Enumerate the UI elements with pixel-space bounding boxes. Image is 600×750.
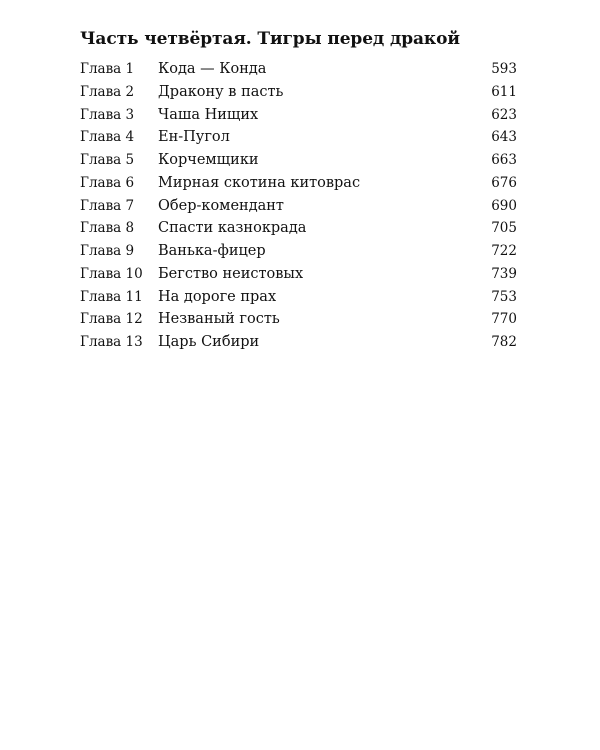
part-title: Часть четвёртая. Тигры перед дракой [80, 29, 460, 49]
chapter-title: Бегство неистовых [158, 265, 304, 282]
chapter-page-number: 676 [491, 174, 517, 191]
toc-row-11 [80, 286, 520, 309]
chapter-page-number: 722 [491, 243, 517, 259]
chapter-label: Глава 2 [80, 83, 135, 100]
chapter-label: Глава 3 [80, 106, 135, 123]
chapter-label: Глава 1 [80, 61, 135, 77]
toc-row-9 [80, 240, 520, 263]
toc-row-1 [80, 58, 520, 81]
toc-row-3 [80, 104, 520, 127]
chapter-page-number: 739 [491, 265, 517, 282]
toc-row-4 [80, 126, 520, 149]
chapter-label: Глава 7 [80, 197, 135, 214]
chapter-label: Глава 8 [80, 220, 135, 237]
chapter-label: Глава 5 [80, 152, 135, 168]
toc-row-10 [80, 263, 520, 286]
chapter-page-number: 611 [491, 83, 517, 100]
toc-row-8 [80, 217, 520, 240]
toc-row-6 [80, 172, 520, 195]
chapter-page-number: 690 [491, 197, 517, 214]
chapter-label: Глава 10 [80, 265, 143, 282]
chapter-label: Глава 4 [80, 129, 135, 146]
chapter-title: Спасти казнокрада [158, 220, 307, 237]
chapter-title: Обер-комендант [158, 197, 284, 214]
chapter-title: Чаша Нищих [158, 106, 259, 123]
toc-row-12 [80, 308, 520, 331]
chapter-title: Корчемщики [158, 152, 259, 168]
chapter-label: Глава 11 [80, 288, 143, 305]
chapter-page-number: 705 [491, 220, 517, 237]
chapter-page-number: 782 [491, 334, 517, 350]
chapter-title: Мирная скотина китоврас [158, 174, 361, 191]
chapter-page-number: 623 [491, 106, 517, 123]
chapter-page-number: 643 [491, 129, 517, 146]
chapter-label: Глава 6 [80, 174, 135, 191]
chapter-label: Глава 13 [80, 334, 143, 350]
chapter-title: Дракону в пасть [158, 83, 284, 100]
toc-row-7 [80, 195, 520, 218]
chapter-label: Глава 9 [80, 243, 135, 259]
chapter-title: Ен-Пугол [158, 129, 230, 146]
chapter-page-number: 770 [491, 311, 517, 328]
chapter-title: Незваный гость [158, 311, 280, 328]
chapter-page-number: 593 [491, 61, 517, 77]
toc-row-5 [80, 149, 520, 172]
toc-row-2 [80, 81, 520, 104]
chapter-title: Царь Сибири [158, 334, 260, 350]
toc-row-13 [80, 331, 520, 354]
chapter-title: Ванька-фицер [158, 243, 266, 259]
chapter-title: Кода — Конда [158, 61, 267, 77]
chapter-page-number: 753 [491, 288, 517, 305]
table-of-contents [80, 58, 520, 354]
chapter-label: Глава 12 [80, 311, 143, 328]
chapter-page-number: 663 [491, 152, 517, 168]
chapter-title: На дороге прах [158, 288, 277, 305]
